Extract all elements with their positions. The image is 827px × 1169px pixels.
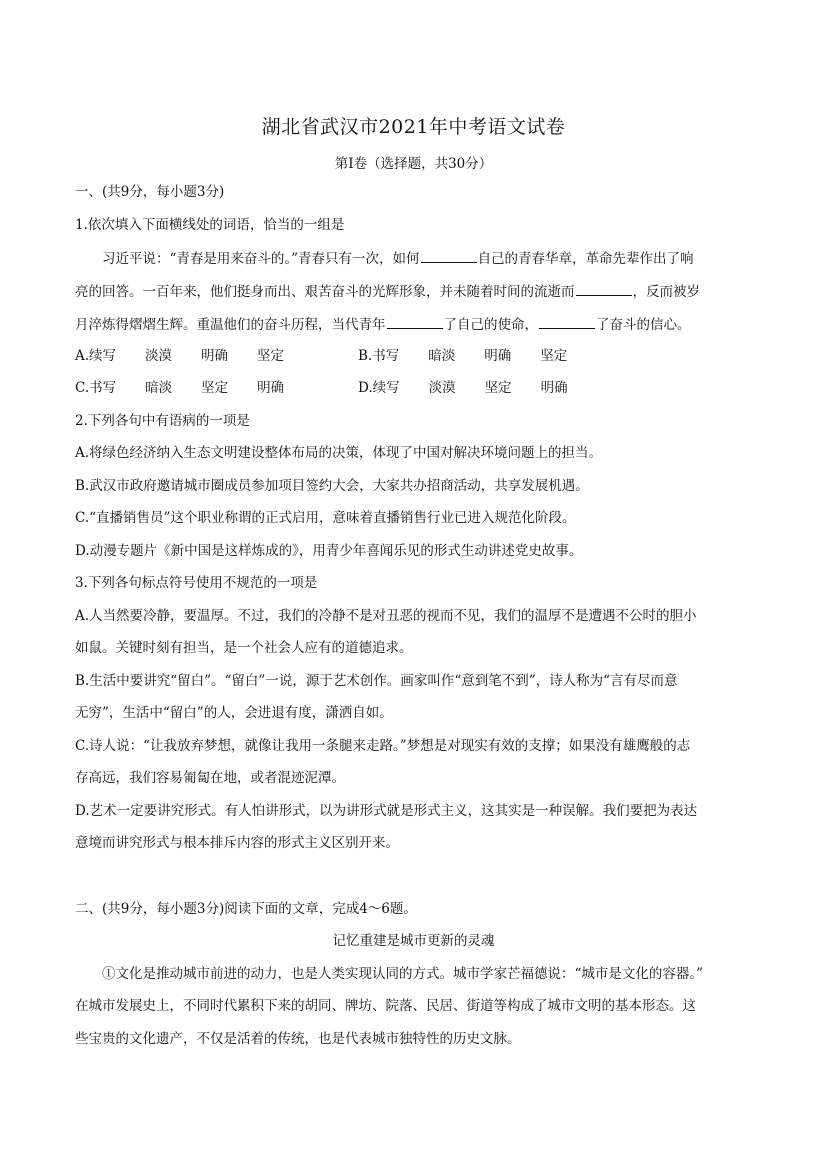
q1-passage-line1 — [102, 248, 757, 269]
q1-option-c: C.书写 暗淡 坚定 明确 — [75, 380, 285, 396]
q1-text: 月淬炼得熠熠生辉。重温他们的奋斗历程，当代青年 — [75, 317, 386, 333]
q1-stem: 1.依次填入下面横线处的词语，恰当的一组是 — [75, 217, 345, 233]
q1-text: 了奋斗的信心。 — [596, 317, 691, 333]
q2-option-c: C.“直播销售员”这个职业称谓的正式启用，意味着直播销售行业已进入规范化阶段。 — [75, 510, 576, 526]
q3-option-c-line1: C.诗人说：“让我放弃梦想，就像让我用一条腿来走路。”梦想是对现实有效的支撑；如果没有雄鹰般的志 — [75, 738, 691, 754]
article-paragraph-line1: ①文化是推动城市前进的动力，也是人类实现认同的方式。城市学家芒福德说：“城市是文化的容器。” — [102, 966, 704, 982]
exam-subtitle: 第Ⅰ卷（选择题，共30分） — [334, 156, 493, 172]
q3-option-a-line1: A.人当然要冷静，要温厚。不过，我们的冷静不是对丑恶的视而不见，我们的温厚不是遭遇不公时的胆小 — [75, 608, 697, 624]
q1-text: 亮的回答。一百年来，他们挺身而出、艰苦奋斗的光辉形象，并未随着时间的流逝而 — [75, 284, 575, 300]
fill-blank-3 — [387, 314, 443, 329]
q1-passage-line3 — [75, 314, 755, 335]
q1-passage-line2 — [75, 281, 755, 302]
exam-title: 湖北省武汉市2021年中考语文试卷 — [261, 116, 566, 138]
fill-blank-4 — [539, 314, 595, 329]
q3-option-a-line2: 如鼠。关键时刻有担当，是一个社会人应有的道德追求。 — [75, 640, 413, 656]
q1-text: 自己的青春华章，革命先辈作出了响 — [477, 251, 694, 267]
section1-heading: 一、(共9分，每小题3分) — [75, 184, 225, 200]
fill-blank-1 — [421, 248, 477, 263]
q1-option-a: A.续写 淡漠 明确 坚定 — [75, 348, 285, 364]
section2-heading: 二、(共9分，每小题3分)阅读下面的文章，完成4～6题。 — [75, 901, 417, 917]
q3-option-b-line2: 无穷”，生活中“留白”的人，会进退有度，潇洒自如。 — [75, 705, 393, 721]
q2-option-b: B.武汉市政府邀请城市圈成员参加项目签约大会，大家共办招商活动，共享发展机遇。 — [75, 478, 589, 494]
q3-stem: 3.下列各句标点符号使用不规范的一项是 — [75, 575, 318, 591]
article-paragraph-line3: 些宝贵的文化遗产，不仅是活着的传统，也是代表城市独特性的历史文脉。 — [75, 1031, 521, 1047]
q2-option-a: A.将绿色经济纳入生态文明建设整体布局的决策，体现了中国对解决环境问题上的担当。 — [75, 445, 603, 461]
fill-blank-2 — [576, 281, 632, 296]
q1-text: 习近平说：“青春是用来奋斗的。”青春只有一次，如何 — [102, 251, 420, 267]
q1-option-d: D.续写 淡漠 坚定 明确 — [358, 380, 568, 396]
q2-option-d: D.动漫专题片《新中国是这样炼成的》，用青少年喜闻乐见的形式生动讲述党史故事。 — [75, 543, 583, 559]
q3-option-b-line1: B.生活中要讲究“留白”。“留白”一说，源于艺术创作。画家叫作“意到笔不到”，诗人称为“言有尽而意 — [75, 673, 678, 689]
q1-option-b: B.书写 暗淡 明确 坚定 — [358, 348, 568, 364]
q1-text: 了自己的使命， — [443, 317, 538, 333]
q1-text: ，反而被岁 — [632, 284, 700, 300]
q3-option-c-line2: 存高远，我们容易匍匐在地，或者混迹泥潭。 — [75, 770, 345, 786]
q3-option-d-line1: D.艺术一定要讲究形式。有人怕讲形式，以为讲形式就是形式主义，这其实是一种误解。我们要把为表达 — [75, 803, 698, 819]
article-title: 记忆重建是城市更新的灵魂 — [332, 933, 495, 949]
q2-stem: 2.下列各句中有语病的一项是 — [75, 413, 250, 429]
q3-option-d-line2: 意境而讲究形式与根本排斥内容的形式主义区别开来。 — [75, 835, 399, 851]
article-paragraph-line2: 在城市发展史上，不同时代累积下来的胡同、牌坊、院落、民居、街道等构成了城市文明的基本形态。这 — [75, 998, 696, 1014]
